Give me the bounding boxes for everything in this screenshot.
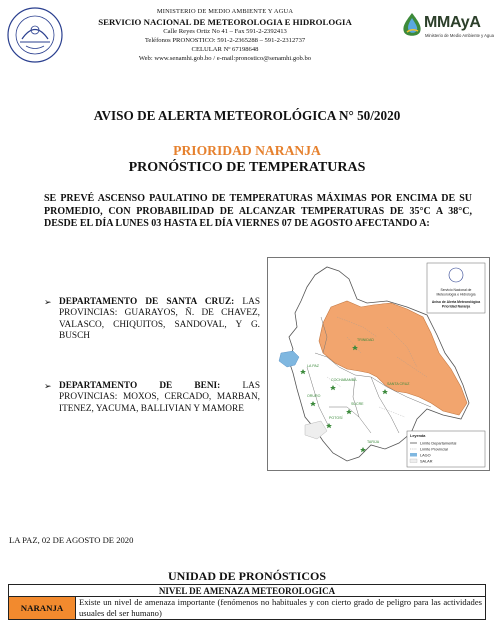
forecast-unit: UNIDAD DE PRONÓSTICOS — [167, 569, 327, 583]
drop-leaf-icon — [400, 12, 424, 38]
city-label: SUCRE — [351, 402, 364, 406]
map-title-line: Meteorología e Hidrología — [436, 292, 476, 297]
forecast-paragraph: SE PREVÉ ASCENSO PAULATINO DE TEMPERATURAS MÁXIMAS POR ENCIMA DE SU PROMEDIO, CON PROBABILIDAD DE ALCANZAR TEMPERATURAS DE 35°C A 38°C, DESDE EL DÍA LUNES 03 HASTA EL DÍA VIERNES 07 DE AGOSTO AFECTANDO A: — [44, 193, 472, 230]
bolivia-alert-map — [267, 257, 490, 471]
phones-line: Teléfonos PRONOSTICO: 591-2-2365288 – 591-2-2312737 — [144, 37, 306, 44]
map-title-line: Servicio Nacional de — [440, 288, 472, 292]
threat-level-name: NARANJA — [9, 597, 76, 620]
department-beni — [44, 381, 260, 415]
date-line: LA PAZ, 02 DE AGOSTO DE 2020 — [9, 535, 134, 545]
map-title-line: Prioridad Naranja — [441, 304, 471, 309]
mmaya-logo — [400, 10, 492, 46]
legend-item: LAGO — [420, 453, 431, 458]
department-provinces: LAS PROVINCIAS: MOXOS, CERCADO, MARBAN, ITENEZ, YACUMA, BALLIVIAN Y MAMORE — [59, 381, 261, 414]
web-line: Web: www.senamhi.gob.bo / e-mail:pronostico@senamhi.gob.bo — [138, 55, 312, 62]
department-santa-cruz — [44, 297, 260, 343]
cellular-line: CELULAR Nº 67198648 — [191, 46, 259, 53]
legend-item: Límite Departamental — [420, 441, 457, 446]
mmaya-logo-subtitle: Ministerio de Medio Ambiente y Agua — [425, 33, 494, 38]
mmaya-logo-text: MMAyA — [424, 14, 481, 31]
senamhi-seal-logo — [6, 6, 64, 64]
address-line: Calle Reyes Ortiz No 41 – Fax 591-2-2392413 — [163, 28, 287, 35]
department-name: DEPARTAMENTO DE BENI: — [59, 381, 221, 391]
department-name: DEPARTAMENTO DE SANTA CRUZ: — [59, 297, 235, 307]
alert-title: AVISO DE ALERTA METEOROLÓGICA N° 50/2020 — [93, 108, 401, 123]
map-title-line: Aviso de Alerta Meteorológica — [431, 300, 481, 304]
city-label: COCHABAMBA — [331, 378, 357, 382]
city-label: TRINIDAD — [357, 338, 374, 342]
bullet-arrow-icon: ➢ — [44, 381, 52, 391]
forecast-subtitle: PRONÓSTICO DE TEMPERATURAS — [128, 160, 366, 175]
legend-title: Leyenda — [410, 434, 426, 438]
priority-label: PRIORIDAD NARANJA — [173, 143, 321, 158]
city-label: SANTA CRUZ — [387, 382, 410, 386]
threat-level-header: NIVEL DE AMENAZA METEOROLOGICA — [9, 585, 486, 597]
city-label: LA PAZ — [307, 364, 319, 368]
city-label: POTOSÍ — [329, 416, 343, 420]
city-label: ORURO — [307, 394, 321, 398]
department-provinces: LAS PROVINCIAS: GUARAYOS, Ñ. DE CHAVEZ, VALASCO, CHIQUITOS, SANDOVAL, Y G. BUSCH — [59, 297, 260, 342]
legend-item: Límite Provincial — [420, 447, 448, 452]
service-name: SERVICIO NACIONAL DE METEOROLOGIA E HIDROLOGIA — [98, 17, 352, 27]
ministry-name: MINISTERIO DE MEDIO AMBIENTE Y AGUA — [156, 8, 294, 15]
legend-item: SALAR — [420, 459, 433, 464]
bullet-arrow-icon: ➢ — [44, 297, 52, 307]
city-label: TARIJA — [367, 440, 380, 444]
threat-level-table — [8, 584, 486, 620]
threat-level-description: Existe un nivel de amenaza importante (fenómenos no habituales y con cierto grado de peligro para las actividades usuales del ser humano) — [76, 597, 486, 620]
